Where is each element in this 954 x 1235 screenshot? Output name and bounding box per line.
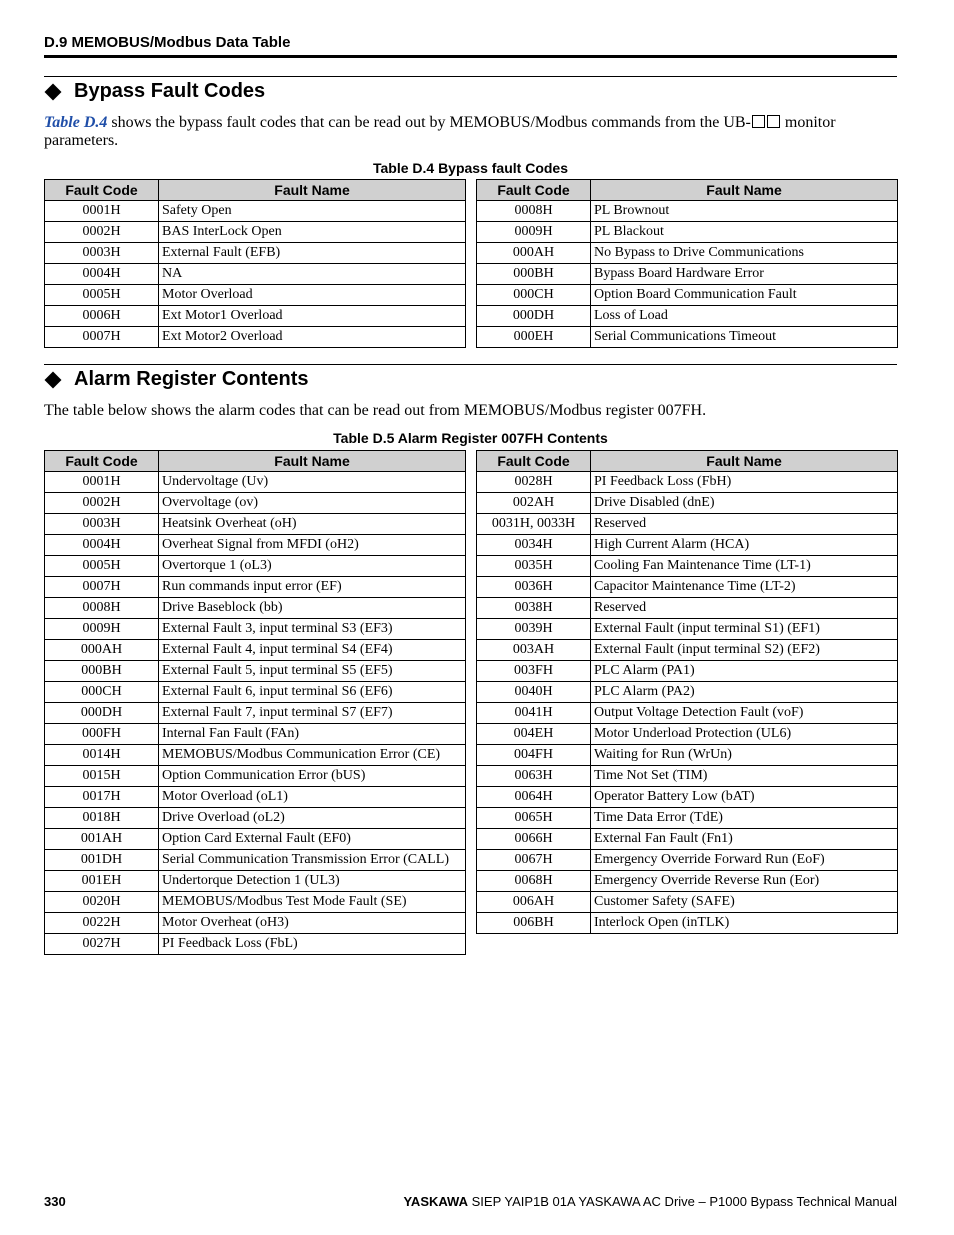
table-row	[477, 306, 898, 327]
bypass-fault-table-right	[476, 179, 898, 348]
placeholder-box-icon	[767, 115, 780, 128]
bypass-intro-paragraph	[44, 114, 897, 150]
fault-name-cell: Interlock Open (inTLK)	[591, 913, 898, 934]
fault-name-cell: BAS InterLock Open	[159, 222, 466, 243]
fault-name-cell: Loss of Load	[591, 306, 898, 327]
table-row	[45, 243, 466, 264]
table-row	[477, 682, 898, 703]
table-row	[45, 327, 466, 348]
alarm-table-right	[476, 450, 898, 934]
fault-code-cell: 0068H	[477, 871, 591, 892]
fault-code-cell: 000AH	[477, 243, 591, 264]
fault-code-cell: 0018H	[45, 808, 159, 829]
table-row	[477, 201, 898, 222]
table-row	[45, 222, 466, 243]
fault-name-cell: Run commands input error (EF)	[159, 577, 466, 598]
table-row	[45, 871, 466, 892]
table-row	[477, 640, 898, 661]
table-row	[477, 766, 898, 787]
section-heading-bypass	[44, 80, 265, 103]
fault-name-cell: External Fault (input terminal S2) (EF2)	[591, 640, 898, 661]
table-row	[477, 243, 898, 264]
fault-name-cell: External Fault 5, input terminal S5 (EF5)	[159, 661, 466, 682]
fault-name-cell: External Fault 4, input terminal S4 (EF4)	[159, 640, 466, 661]
footer-text	[403, 1194, 897, 1209]
fault-code-cell: 000DH	[477, 306, 591, 327]
fault-code-cell: 0067H	[477, 850, 591, 871]
column-header-name: Fault Name	[159, 451, 466, 472]
fault-name-cell: Ext Motor1 Overload	[159, 306, 466, 327]
column-header-code: Fault Code	[45, 180, 159, 201]
fault-code-cell: 0031H, 0033H	[477, 514, 591, 535]
fault-name-cell: Time Not Set (TIM)	[591, 766, 898, 787]
fault-code-cell: 0035H	[477, 556, 591, 577]
table-caption: Table D.4 Bypass fault Codes	[372, 160, 568, 176]
fault-code-cell: 000FH	[45, 724, 159, 745]
table-row	[45, 556, 466, 577]
table-row	[477, 472, 898, 493]
fault-code-cell: 0020H	[45, 892, 159, 913]
fault-name-cell: Reserved	[591, 514, 898, 535]
table-row	[45, 514, 466, 535]
fault-code-cell: 000CH	[477, 285, 591, 306]
placeholder-box-icon	[752, 115, 765, 128]
header-rule	[44, 55, 897, 58]
table-row	[45, 661, 466, 682]
table-row	[45, 493, 466, 514]
fault-code-cell: 000DH	[45, 703, 159, 724]
table-row	[477, 661, 898, 682]
fault-name-cell: Safety Open	[159, 201, 466, 222]
intro-text: monitor parameters.	[44, 114, 836, 149]
table-row	[477, 850, 898, 871]
table-row	[45, 808, 466, 829]
fault-name-cell: NA	[159, 264, 466, 285]
section-title: Alarm Register Contents	[74, 368, 309, 390]
fault-code-cell: 0039H	[477, 619, 591, 640]
fault-code-cell: 006BH	[477, 913, 591, 934]
table-row	[477, 745, 898, 766]
fault-code-cell: 0028H	[477, 472, 591, 493]
fault-code-cell: 004EH	[477, 724, 591, 745]
fault-name-cell: Ext Motor2 Overload	[159, 327, 466, 348]
table-row	[477, 913, 898, 934]
fault-name-cell: Overtorque 1 (oL3)	[159, 556, 466, 577]
table-row	[45, 913, 466, 934]
fault-code-cell: 0005H	[45, 556, 159, 577]
table-row	[45, 703, 466, 724]
fault-code-cell: 0009H	[477, 222, 591, 243]
fault-name-cell: External Fault 6, input terminal S6 (EF6)	[159, 682, 466, 703]
fault-name-cell: Undertorque Detection 1 (UL3)	[159, 871, 466, 892]
fault-code-cell: 0014H	[45, 745, 159, 766]
table-row	[477, 327, 898, 348]
page-number: 330	[44, 1194, 66, 1209]
table-row	[45, 850, 466, 871]
fault-name-cell: Emergency Override Forward Run (EoF)	[591, 850, 898, 871]
section-divider	[44, 76, 897, 77]
fault-code-cell: 000CH	[45, 682, 159, 703]
table-row	[45, 577, 466, 598]
table-row	[45, 829, 466, 850]
bypass-fault-table-left	[44, 179, 466, 348]
fault-code-cell: 0001H	[45, 201, 159, 222]
table-row	[45, 640, 466, 661]
fault-name-cell: Cooling Fan Maintenance Time (LT-1)	[591, 556, 898, 577]
table-row	[477, 264, 898, 285]
table-row	[477, 285, 898, 306]
table-row	[45, 598, 466, 619]
section-divider	[44, 364, 897, 365]
table-row	[477, 787, 898, 808]
fault-code-cell: 0002H	[45, 493, 159, 514]
fault-code-cell: 001EH	[45, 871, 159, 892]
fault-code-cell: 0003H	[45, 243, 159, 264]
fault-code-cell: 0003H	[45, 514, 159, 535]
fault-name-cell: Option Communication Error (bUS)	[159, 766, 466, 787]
table-row	[45, 264, 466, 285]
table-reference-link[interactable]: Table D.4	[44, 114, 108, 131]
fault-name-cell: MEMOBUS/Modbus Test Mode Fault (SE)	[159, 892, 466, 913]
column-header-code: Fault Code	[477, 180, 591, 201]
diamond-bullet-icon	[45, 83, 62, 100]
table-row	[477, 703, 898, 724]
fault-code-cell: 001AH	[45, 829, 159, 850]
table-row	[45, 724, 466, 745]
fault-code-cell: 003FH	[477, 661, 591, 682]
fault-code-cell: 0017H	[45, 787, 159, 808]
fault-code-cell: 0002H	[45, 222, 159, 243]
table-row	[45, 535, 466, 556]
table-row	[477, 808, 898, 829]
table-row	[45, 787, 466, 808]
fault-name-cell: Drive Baseblock (bb)	[159, 598, 466, 619]
column-header-name: Fault Name	[591, 180, 898, 201]
fault-name-cell: Motor Overheat (oH3)	[159, 913, 466, 934]
fault-name-cell: PI Feedback Loss (FbL)	[159, 934, 466, 955]
fault-code-cell: 0004H	[45, 264, 159, 285]
fault-code-cell: 0041H	[477, 703, 591, 724]
table-row	[45, 472, 466, 493]
table-row	[45, 892, 466, 913]
table-row	[477, 535, 898, 556]
fault-name-cell: Waiting for Run (WrUn)	[591, 745, 898, 766]
fault-code-cell: 006AH	[477, 892, 591, 913]
fault-name-cell: Option Board Communication Fault	[591, 285, 898, 306]
fault-name-cell: Overheat Signal from MFDI (oH2)	[159, 535, 466, 556]
fault-code-cell: 0004H	[45, 535, 159, 556]
table-row	[45, 682, 466, 703]
table-row	[477, 556, 898, 577]
table-caption: Table D.5 Alarm Register 007FH Contents	[333, 430, 608, 446]
fault-name-cell: External Fan Fault (Fn1)	[591, 829, 898, 850]
table-row	[45, 285, 466, 306]
fault-name-cell: High Current Alarm (HCA)	[591, 535, 898, 556]
fault-name-cell: Serial Communication Transmission Error (CALL)	[159, 850, 466, 871]
fault-code-cell: 0040H	[477, 682, 591, 703]
fault-name-cell: Heatsink Overheat (oH)	[159, 514, 466, 535]
fault-name-cell: Bypass Board Hardware Error	[591, 264, 898, 285]
table-row	[477, 598, 898, 619]
fault-name-cell: Operator Battery Low (bAT)	[591, 787, 898, 808]
fault-code-cell: 0008H	[477, 201, 591, 222]
fault-code-cell: 001DH	[45, 850, 159, 871]
fault-code-cell: 0036H	[477, 577, 591, 598]
table-row	[45, 745, 466, 766]
fault-code-cell: 0064H	[477, 787, 591, 808]
fault-name-cell: Undervoltage (Uv)	[159, 472, 466, 493]
fault-name-cell: External Fault 7, input terminal S7 (EF7)	[159, 703, 466, 724]
section-title: Bypass Fault Codes	[74, 80, 266, 102]
fault-name-cell: Motor Overload (oL1)	[159, 787, 466, 808]
fault-code-cell: 0006H	[45, 306, 159, 327]
fault-code-cell: 0005H	[45, 285, 159, 306]
fault-code-cell: 0015H	[45, 766, 159, 787]
fault-code-cell: 0038H	[477, 598, 591, 619]
table-row	[45, 201, 466, 222]
diamond-bullet-icon	[45, 371, 62, 388]
fault-code-cell: 0066H	[477, 829, 591, 850]
intro-text: shows the bypass fault codes that can be read out by MEMOBUS/Modbus commands from the UB-	[107, 114, 751, 131]
fault-name-cell: Internal Fan Fault (FAn)	[159, 724, 466, 745]
table-row	[477, 514, 898, 535]
fault-code-cell: 0034H	[477, 535, 591, 556]
fault-name-cell: Capacitor Maintenance Time (LT-2)	[591, 577, 898, 598]
fault-name-cell: PLC Alarm (PA1)	[591, 661, 898, 682]
fault-code-cell: 003AH	[477, 640, 591, 661]
fault-code-cell: 000BH	[45, 661, 159, 682]
fault-code-cell: 0007H	[45, 327, 159, 348]
fault-code-cell: 004FH	[477, 745, 591, 766]
fault-name-cell: MEMOBUS/Modbus Communication Error (CE)	[159, 745, 466, 766]
table-row	[477, 619, 898, 640]
table-row	[477, 493, 898, 514]
fault-name-cell: PL Brownout	[591, 201, 898, 222]
column-header-code: Fault Code	[45, 451, 159, 472]
fault-code-cell: 0063H	[477, 766, 591, 787]
table-row	[477, 829, 898, 850]
table-row	[477, 892, 898, 913]
fault-name-cell: Drive Overload (oL2)	[159, 808, 466, 829]
fault-code-cell: 0001H	[45, 472, 159, 493]
page-header-title: D.9 MEMOBUS/Modbus Data Table	[44, 34, 291, 51]
footer-brand: YASKAWA	[403, 1194, 468, 1209]
fault-name-cell: Time Data Error (TdE)	[591, 808, 898, 829]
column-header-name: Fault Name	[591, 451, 898, 472]
fault-name-cell: Emergency Override Reverse Run (Eor)	[591, 871, 898, 892]
fault-code-cell: 0065H	[477, 808, 591, 829]
fault-name-cell: Output Voltage Detection Fault (voF)	[591, 703, 898, 724]
fault-code-cell: 0008H	[45, 598, 159, 619]
fault-code-cell: 000EH	[477, 327, 591, 348]
fault-name-cell: PI Feedback Loss (FbH)	[591, 472, 898, 493]
footer-manual-title: SIEP YAIP1B 01A YASKAWA AC Drive – P1000 Bypass Technical Manual	[468, 1194, 897, 1209]
fault-name-cell: Reserved	[591, 598, 898, 619]
alarm-table-left	[44, 450, 466, 955]
table-row	[45, 619, 466, 640]
fault-name-cell: Overvoltage (ov)	[159, 493, 466, 514]
fault-name-cell: Customer Safety (SAFE)	[591, 892, 898, 913]
section-heading-alarm	[44, 368, 309, 391]
fault-name-cell: Option Card External Fault (EF0)	[159, 829, 466, 850]
fault-code-cell: 0009H	[45, 619, 159, 640]
table-row	[477, 724, 898, 745]
fault-code-cell: 000BH	[477, 264, 591, 285]
table-row	[45, 934, 466, 955]
table-row	[477, 222, 898, 243]
fault-name-cell: Serial Communications Timeout	[591, 327, 898, 348]
alarm-intro-paragraph: The table below shows the alarm codes that can be read out from MEMOBUS/Modbus register 007FH.	[44, 402, 707, 419]
fault-code-cell: 0007H	[45, 577, 159, 598]
fault-code-cell: 000AH	[45, 640, 159, 661]
fault-code-cell: 0027H	[45, 934, 159, 955]
fault-name-cell: External Fault 3, input terminal S3 (EF3)	[159, 619, 466, 640]
fault-name-cell: Motor Overload	[159, 285, 466, 306]
fault-name-cell: External Fault (EFB)	[159, 243, 466, 264]
fault-name-cell: Drive Disabled (dnE)	[591, 493, 898, 514]
column-header-name: Fault Name	[159, 180, 466, 201]
fault-name-cell: External Fault (input terminal S1) (EF1)	[591, 619, 898, 640]
fault-code-cell: 0022H	[45, 913, 159, 934]
fault-name-cell: Motor Underload Protection (UL6)	[591, 724, 898, 745]
table-row	[477, 871, 898, 892]
fault-name-cell: PLC Alarm (PA2)	[591, 682, 898, 703]
fault-code-cell: 002AH	[477, 493, 591, 514]
table-row	[477, 577, 898, 598]
fault-name-cell: No Bypass to Drive Communications	[591, 243, 898, 264]
fault-name-cell: PL Blackout	[591, 222, 898, 243]
table-row	[45, 306, 466, 327]
column-header-code: Fault Code	[477, 451, 591, 472]
table-row	[45, 766, 466, 787]
